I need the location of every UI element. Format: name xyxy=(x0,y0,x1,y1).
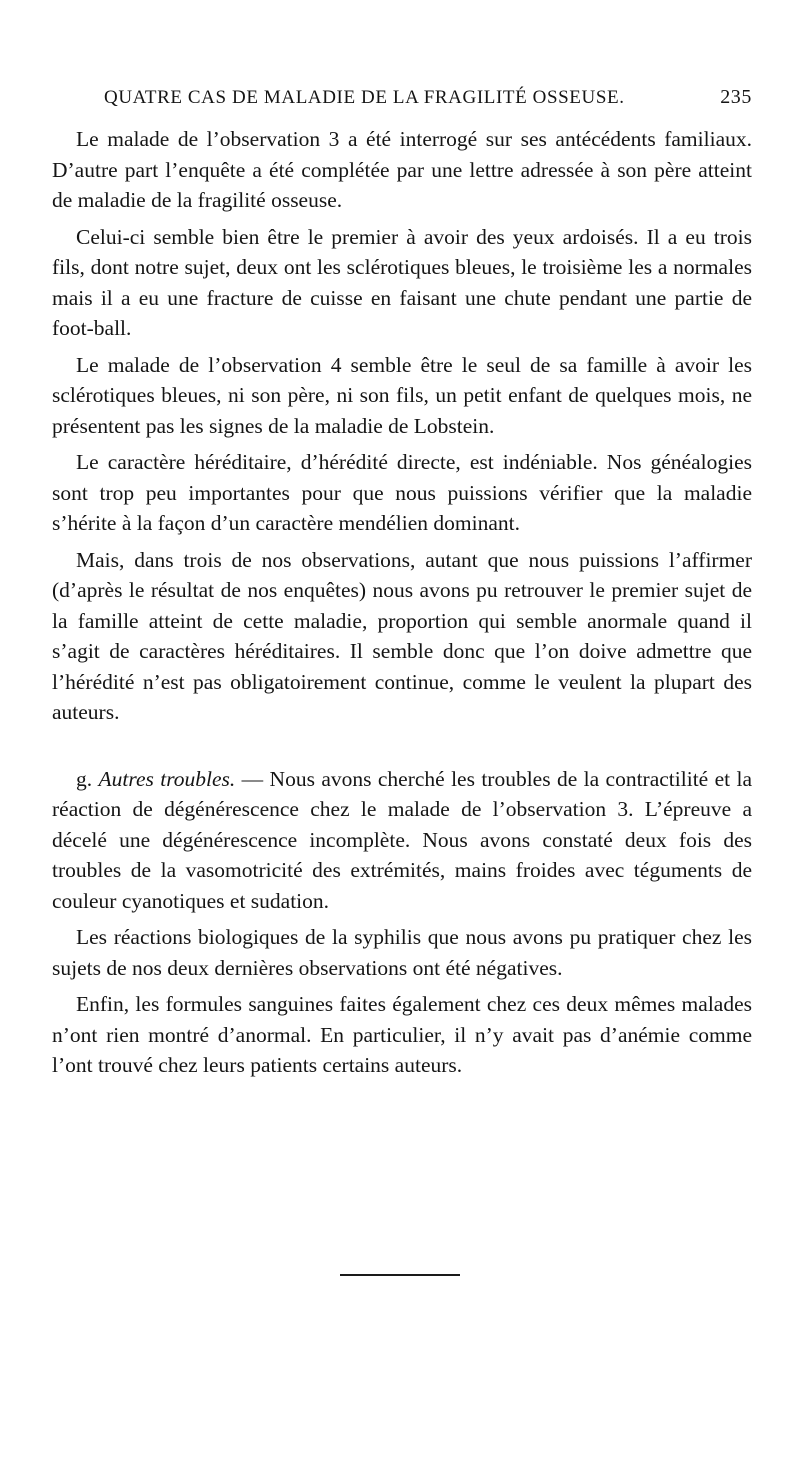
end-rule xyxy=(340,1274,460,1276)
section-paragraph xyxy=(52,764,752,917)
running-header xyxy=(104,86,752,114)
paragraph: Le caractère héréditaire, d’hérédité directe, est indéniable. Nos généalogies sont trop peu importantes pour que nous puissions vérifier que la maladie s’hérite à la façon d’un caractère mendélien dominant. xyxy=(52,450,752,535)
paragraph: Celui-ci semble bien être le premier à avoir des yeux ardoisés. Il a eu trois fils, dont notre sujet, deux ont les sclérotiques bleues, le troisième les a normales mais il a eu une fracture de cuisse en faisant une chute pendant une partie de foot-ball. xyxy=(52,224,752,340)
section-text: — Nous avons cherché les troubles de la contractilité et la réaction de dégénérescence chez le malade de l’observation 3. L’épreuve a décelé une dégénérescence incomplète. Nous avons constaté deux fois des troubles de la vasomotricité des extrémités, mains froides avec téguments de couleur cyanotiques et sudation. xyxy=(52,766,753,913)
paragraph: Les réactions biologiques de la syphilis que nous avons pu pratiquer chez les sujets de nos deux dernières observations ont été négatives. xyxy=(52,925,752,980)
section-title: Autres troubles. xyxy=(98,766,236,791)
page-number: 235 xyxy=(720,86,752,108)
running-title: QUATRE CAS DE MALADIE DE LA FRAGILITÉ OSSEUSE. xyxy=(104,87,625,108)
paragraph: Le malade de l’observation 4 semble être le seul de sa famille à avoir les sclérotiques bleues, ni son père, ni son fils, un petit enfant de quelques mois, ne présentent pas les signes de la maladie de Lobstein. xyxy=(52,352,752,438)
section-letter: g. xyxy=(76,766,93,791)
page-body xyxy=(52,86,752,1087)
paragraph: Enfin, les formules sanguines faites également chez ces deux mêmes malades n’ont rien montré d’anormal. En particulier, il n’y avait pas d’anémie comme l’ont trouvé chez leurs patients certains auteurs. xyxy=(52,992,752,1077)
paragraph: Le malade de l’observation 3 a été interrogé sur ses antécédents familiaux. D’autre part l’enquête a été complétée par une lettre adressée à son père atteint de maladie de la fragilité osseuse. xyxy=(52,127,752,212)
paragraph: Mais, dans trois de nos observations, autant que nous puissions l’affirmer (d’après le résultat de nos enquêtes) nous avons pu retrouver le premier sujet de la famille atteint de cette maladie, proportion qui semble anormale quand il s’agit de caractères héréditaires. Il semble donc que l’on doive admettre que l’hérédité n’est pas obligatoirement continue, comme le veulent la plupart des auteurs. xyxy=(52,547,752,724)
